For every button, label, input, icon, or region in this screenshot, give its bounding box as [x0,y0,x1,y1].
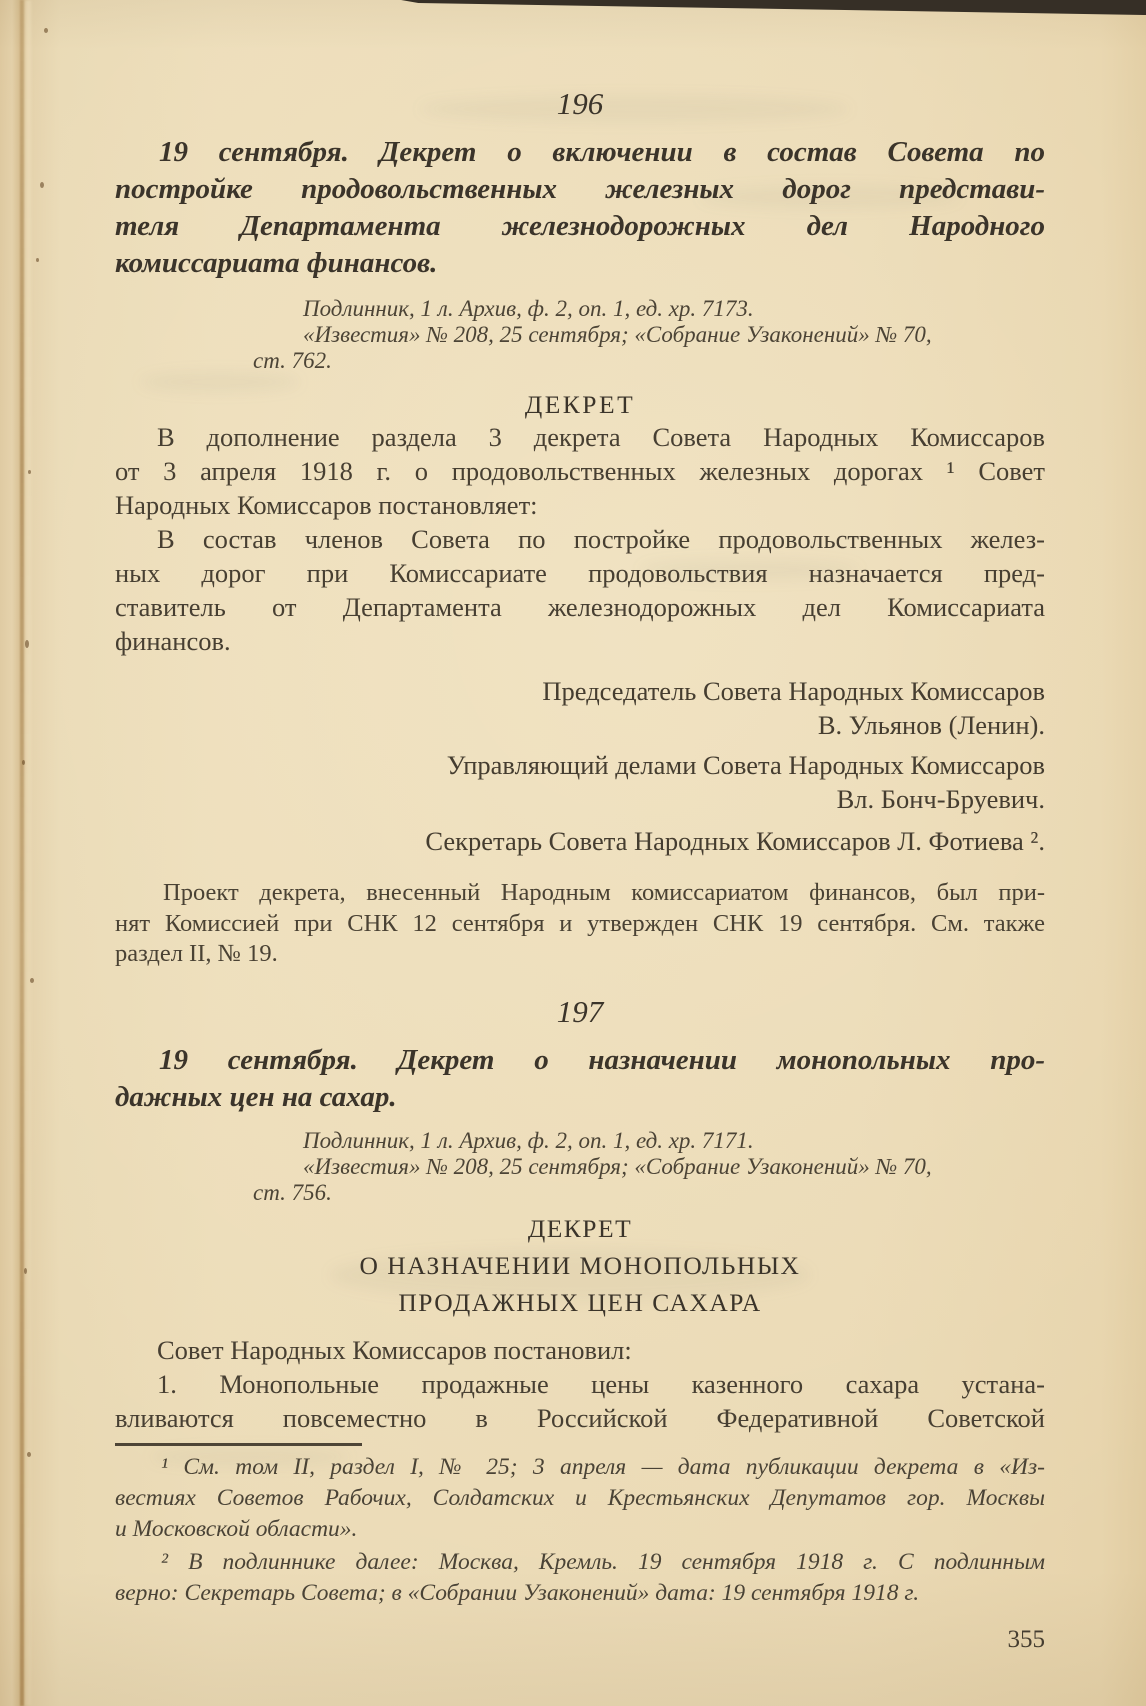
entry-196-paragraph-1 [115,420,1045,522]
entry-196 [115,86,1045,970]
entry-197-number: 197 [556,993,604,1029]
text-line: дажных цен на сахар. [115,1080,397,1113]
text-line: и Московской области». [115,1515,358,1542]
text-line: ДЕКРЕТ [527,1213,633,1243]
text-line: ст. 756. [253,1179,332,1205]
text-line: ст. 762. [253,348,332,373]
text-line: теля Департамента железнодорожных дел Народного [115,210,1045,242]
text-line: ¹ См. том II, раздел I, № 25; 3 апреля — дата публикации декрета в «Из- [161,1453,1045,1480]
entry-197-paragraph-2 [115,1367,1045,1435]
page-number: 355 [1007,1625,1045,1653]
text-line: ДЕКРЕТ [524,390,636,419]
text-line: ПРОДАЖНЫХ ЦЕН САХАРА [398,1287,762,1317]
text-line: О НАЗНАЧЕНИИ МОНОПОЛЬНЫХ [359,1250,801,1280]
entry-197-source-citation [253,1128,1045,1206]
text-line: «Известия» № 208, 25 сентября; «Собрание Узаконений» № 70, [303,1153,932,1179]
text-line: ных дорог при Комиссариате продовольствия назначается пред- [115,558,1045,588]
text-line: постройке продовольственных железных дорог представи- [115,173,1045,205]
signature-line: Управляющий делами Совета Народных Комиссаров [446,750,1045,780]
entry-196-headline [115,134,1045,282]
paper-speck [28,470,31,474]
text-line: Народных Комиссаров постановляет: [115,490,538,520]
paper-speck [24,1268,27,1274]
text-line: 19 сентября. Декрет о назначении монопольных про- [159,1043,1045,1076]
text-line: финансов. [115,626,231,656]
entry-196-editorial-note [115,878,1045,970]
paper-speck [44,28,48,33]
text-line: от 3 апреля 1918 г. о продовольственных железных дорогах ¹ Совет [115,456,1045,486]
paper-speck [25,640,29,648]
entry-196-decree-heading [115,390,1045,420]
page-crease [20,0,24,1706]
signature-chairman [115,674,1045,742]
text-line: В дополнение раздела 3 декрета Совета Народных Комиссаров [157,422,1045,452]
text-line: «Известия» № 208, 25 сентября; «Собрание Узаконений» № 70, [303,322,932,347]
paper-speck [27,1452,31,1457]
text-line: Подлинник, 1 л. Архив, ф. 2, оп. 1, ед. хр. 7171. [303,1127,754,1153]
paper-speck [40,182,44,188]
paper-speck [22,760,25,765]
signature-line: В. Ульянов (Ленин). [817,710,1045,740]
entry-196-paragraph-2 [115,522,1045,658]
text-line: нят Комиссией при СНК 12 сентября и утвержден СНК 19 сентября. См. также [115,909,1045,937]
text-line: Подлинник, 1 л. Архив, ф. 2, оп. 1, ед. хр. 7173. [303,296,754,321]
text-line: вестиях Советов Рабочих, Солдатских и Крестьянских Депутатов гор. Москвы [115,1484,1045,1511]
text-line: 1. Монопольные продажные цены казенного сахара устана- [157,1368,1045,1399]
text-line: комиссариата финансов. [115,247,438,279]
text-line: ставитель от Департамента железнодорожных дел Комиссариата [115,592,1045,622]
signature-line: Секретарь Совета Народных Комиссаров Л. Фотиева ². [425,826,1045,856]
paper-speck [36,258,39,262]
text-line: ² В подлиннике далее: Москва, Кремль. 19 сентября 1918 г. С подлинным [161,1548,1045,1575]
signature-line: Председатель Совета Народных Комиссаров [542,676,1045,706]
signature-secretary [115,824,1045,858]
text-line: вливаются повсеместно в Российской Федеративной Советской [115,1402,1045,1433]
text-line: раздел II, № 19. [115,940,278,967]
entry-197 [115,994,1045,1435]
footnote-2 [115,1547,1045,1609]
page-content [115,0,1045,1655]
page-crease-highlight [25,0,31,1706]
footnote-1 [115,1452,1045,1545]
entry-197-decree-heading [115,1210,1045,1321]
signature-line: Вл. Бонч-Бруевич. [836,784,1045,814]
footnote-separator [115,1443,362,1446]
text-line: 19 сентября. Декрет о включении в состав Совета по [159,136,1045,168]
entry-196-number: 196 [556,86,604,121]
entry-197-paragraph-1 [115,1333,1045,1367]
text-line: верно: Секретарь Совета; в «Собрании Узаконений» дата: 19 сентября 1918 г. [115,1579,920,1606]
signature-manager [115,748,1045,816]
text-line: Совет Народных Комиссаров постановил: [157,1334,632,1365]
text-line: В состав членов Совета по постройке продовольственных желез- [157,524,1045,554]
entry-196-source-citation [253,296,1045,374]
text-line: Проект декрета, внесенный Народным комиссариатом финансов, был при- [163,879,1045,906]
entry-197-headline [115,1042,1045,1116]
paper-speck [30,978,34,983]
